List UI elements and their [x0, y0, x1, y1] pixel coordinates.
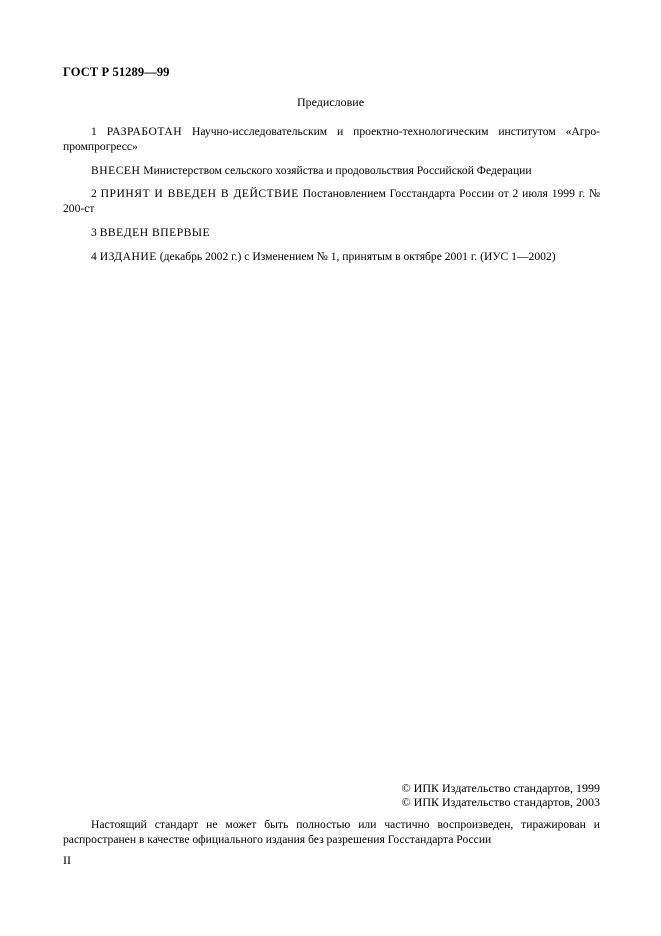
item-number: 1: [91, 125, 97, 138]
item-number: 4: [91, 250, 97, 263]
page-number: II: [63, 853, 71, 867]
section-title: Предисловие: [296, 95, 365, 109]
copyright-1999: © ИПК Издательство стандартов, 1999: [401, 781, 600, 795]
item-caps-label: РАЗРАБОТАН: [106, 125, 183, 138]
preface-item-4: [63, 249, 600, 264]
item-text: (декабрь 2002 г.) с Изменением № 1, принятым в октябре 2001 г. (ИУС 1—2002): [159, 250, 556, 263]
item-caps-label: ВНЕСЕН: [91, 164, 141, 177]
item-text: Постановлением Госстандарта России от 2 июля 1999 г. № 200-ст: [63, 187, 600, 215]
reproduction-notice: Настоящий стандарт не может быть полностью или частично воспроизведен, тиражирован и распространен в качестве официального издания без разрешения Госстандарта России: [63, 818, 600, 846]
item-text: Министерством сельского хозяйства и продовольствия Российской Федерации: [143, 164, 532, 177]
preface-item-1: [63, 124, 600, 154]
item-text: Научно-исследовательским и проектно-технологическим институтом «Агро-промпрогресс»: [63, 125, 600, 153]
preface-item-introduced: [63, 163, 600, 178]
item-caps-label: ВВЕДЕН ВПЕРВЫЕ: [99, 226, 211, 239]
copyright-2003: © ИПК Издательство стандартов, 2003: [401, 795, 600, 809]
item-caps-label: ПРИНЯТ И ВВЕДЕН В ДЕЙСТВИЕ: [100, 187, 299, 200]
standard-code: ГОСТ Р 51289—99: [63, 65, 170, 79]
item-number: 2: [91, 187, 97, 200]
preface-item-3: [63, 225, 600, 240]
item-number: 3: [91, 226, 97, 239]
item-caps-label: ИЗДАНИЕ: [99, 250, 157, 263]
preface-item-2: [63, 186, 600, 216]
